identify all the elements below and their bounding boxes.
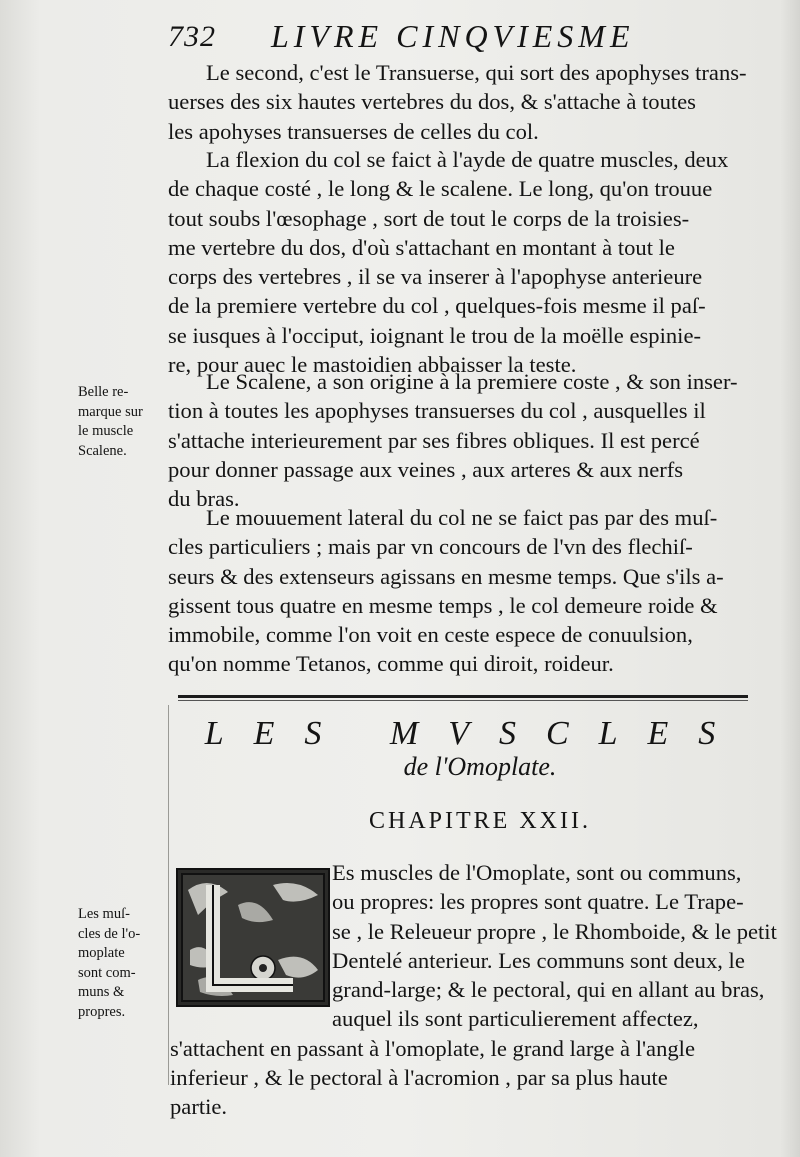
margin-note-line: cles de l'o- <box>78 925 141 942</box>
text-line: s'attache interieurement par ses fibres obliques. Il est percé <box>168 427 700 453</box>
text-line: cles particuliers ; mais par vn concours de l'vn des flechiſ- <box>168 534 693 560</box>
margin-note-scalene <box>78 383 170 461</box>
paragraph-4 <box>168 503 768 679</box>
text-line: de la premiere vertebre du col , quelques-fois mesme il paſ- <box>168 293 706 319</box>
margin-note-line: Belle re- <box>78 384 129 400</box>
text-line: La flexion du col se faict à l'ayde de quatre muscles, deux <box>206 147 729 172</box>
chapter-paragraph <box>170 858 780 1122</box>
text-line: me vertebre du dos, d'où s'attachant en montant à tout le <box>168 234 675 260</box>
text-line: gissent tous quatre en mesme temps , le col demeure roide & <box>168 592 718 618</box>
text-line: inferieur , & le pectoral à l'acromion , par sa plus haute <box>170 1065 668 1091</box>
text-line: Le mouuement lateral du col ne se faict pas par des muſ- <box>206 505 718 530</box>
text-line: tion à toutes les apophyses transuerses du col , ausquelles il <box>168 398 706 424</box>
page-number: 732 <box>168 20 216 53</box>
text-line: auquel ils sont particulierement affectez, <box>332 1006 699 1032</box>
paragraph-3 <box>168 367 768 513</box>
margin-note-line: propres. <box>78 1003 126 1020</box>
margin-note-line: Scalene. <box>78 442 127 459</box>
text-line: tout soubs l'œsophage , sort de tout le corps de la troisies- <box>168 205 690 231</box>
text-line: re, pour auec le mastoidien abbaisser la teste. <box>168 352 577 378</box>
text-line: uerses des six hautes vertebres du dos, & s'attache à toutes <box>168 89 696 115</box>
page-header <box>168 18 688 58</box>
text-line: pour donner passage aux veines , aux arteres & aux nerfs <box>168 456 684 482</box>
text-line: partie. <box>170 1094 228 1120</box>
paragraph-1 <box>168 58 768 146</box>
text-line: grand-large; & le pectoral, qui en allant au bras, <box>332 977 765 1003</box>
margin-note-line: muns & <box>78 984 125 1000</box>
text-line: Le Scalene, a son origine à la premiere coste , & son inser- <box>206 369 738 394</box>
section-title: LES MVSCLES <box>204 715 746 752</box>
margin-note-line: Les muſ- <box>78 906 130 922</box>
text-line: seurs & des extenseurs agissans en mesme temps. Que s'ils a- <box>168 563 724 589</box>
margin-note-line: sont com- <box>78 964 136 981</box>
text-line: corps des vertebres , il se va inserer à l'apophyse anterieure <box>168 264 703 290</box>
text-line: Dentelé anterieur. Les communs sont deux, le <box>332 947 745 973</box>
margin-note-omoplate <box>78 905 170 1022</box>
section-subtitle: de l'Omoplate. <box>403 752 557 781</box>
text-line: Es muscles de l'Omoplate, sont ou communs, <box>332 860 742 885</box>
text-line: qu'on nomme Tetanos, comme qui diroit, roideur. <box>168 651 614 677</box>
margin-note-line: le muscle <box>78 423 134 439</box>
section-divider-thin <box>178 700 748 701</box>
running-head: LIVRE CINQVIESME <box>271 18 635 54</box>
text-line: se iusques à l'occiput, ioignant le trou de la moëlle espinie- <box>168 322 701 348</box>
text-line: Le second, c'est le Transuerse, qui sort des apophyses trans- <box>206 60 747 85</box>
text-line: se , le Releueur propre , le Rhomboide, & le petit <box>332 918 777 944</box>
section-divider <box>178 695 748 698</box>
text-line: s'attachent en passant à l'omoplate, le grand large à l'angle <box>170 1035 695 1061</box>
margin-note-line: marque sur <box>78 403 143 420</box>
text-line: du bras. <box>168 486 240 512</box>
text-line: ou propres: les propres sont quatre. Le Trape- <box>332 889 744 915</box>
margin-note-line: moplate <box>78 945 125 961</box>
text-line: de chaque costé , le long & le scalene. Le long, qu'on trouue <box>168 176 713 202</box>
section-border-line <box>168 705 169 1085</box>
text-line: immobile, comme l'on voit en ceste espece de conuulsion, <box>168 622 693 648</box>
chapter-heading: CHAPITRE XXII. <box>369 808 591 834</box>
text-line: les apohyses transuerses de celles du col. <box>168 118 539 144</box>
paragraph-2 <box>168 145 768 379</box>
